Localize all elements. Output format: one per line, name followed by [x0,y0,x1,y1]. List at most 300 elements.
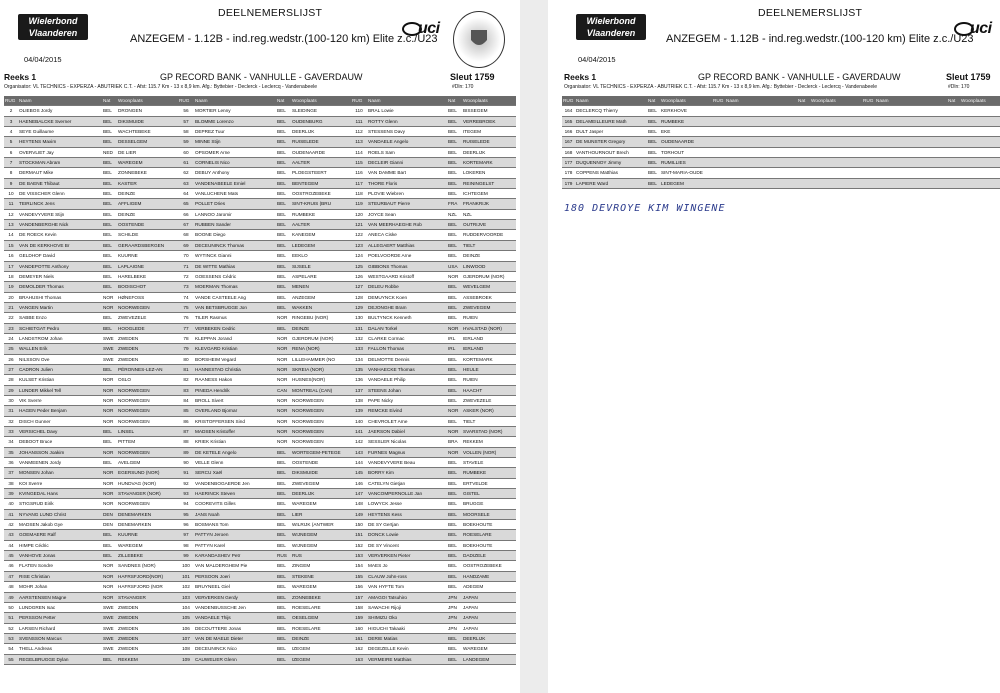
table-cell: BEL [276,158,291,168]
table-cell: 107 [178,633,194,643]
table-cell: 7 [4,158,18,168]
table-cell: BEL [647,116,660,126]
table-cell: NOR [276,427,291,437]
table-cell: DEMEYER Niels [18,271,102,281]
table-cell: VANTHOURNOUT Brech [575,147,647,157]
table-cell: RISE Christian [18,571,102,581]
table-cell: STEENS Johan [367,385,447,395]
table-cell: BEL [276,582,291,592]
table-cell: HIGUCHI Takaaki [367,623,447,633]
column-header: Nat [797,96,810,106]
column-header: Naam [367,96,447,106]
table-cell: DULT Jasper [575,127,647,137]
table-cell: COOREVITS Gilles [194,499,276,509]
table-cell: SWE [102,633,117,643]
table-cell: BENTEGEM [291,178,351,188]
table-cell [960,158,1000,168]
table-cell [810,127,862,137]
table-cell: SWE [102,344,117,354]
table-cell: 14 [4,230,18,240]
table-cell [712,147,725,157]
table-cell: SAWACHI Rijoji [367,602,447,612]
table-cell: LARSEN Richard [18,623,102,633]
table-cell: 86 [178,416,194,426]
table-cell: 21 [4,302,18,312]
table-cell: ZWEVEZELE [462,395,516,405]
table-cell: AMAGOI Tatsuhiro [367,592,447,602]
table-cell: 6 [4,147,18,157]
table-row [4,147,516,157]
table-cell: GOESSENS Cédric [194,271,276,281]
uci-logo [402,20,440,38]
table-cell: SKREIA (NOR) [291,364,351,374]
table-cell: 140 [351,416,367,426]
table-cell: BEL [447,654,462,664]
table-cell: 16 [4,251,18,261]
table-row [4,292,516,302]
table-cell: BOONE Diego [194,230,276,240]
table-cell: BEL [447,540,462,550]
table-cell [725,116,797,126]
table-cell: CAN [276,385,291,395]
table-cell: 63 [178,178,194,188]
table-cell: BISSEGEM [462,106,516,116]
table-cell: BEL [102,251,117,261]
table-cell: CLARKE Cormac [367,333,447,343]
table-cell: BEL [276,458,291,468]
table-cell: 5 [4,137,18,147]
table-cell: BEL [447,168,462,178]
table-cell: BEL [102,158,117,168]
table-cell: BOEKHOUTE [462,540,516,550]
table-cell: CHEVROLET Arne [367,416,447,426]
table-cell [797,178,810,188]
table-cell: RUMBEKE [660,116,712,126]
table-cell: VAN DE MAELE Dieter [194,633,276,643]
table-cell: JPN [447,602,462,612]
table-cell: VANDENBERGHE Nick [18,220,102,230]
table-cell: SABBE Enzo [18,313,102,323]
table-cell: MOORSELE [462,509,516,519]
table-cell: DEINZE [117,189,178,199]
table-row [562,168,1000,178]
table-cell: BEL [102,189,117,199]
table-cell: DE VISSCHER Glenn [18,189,102,199]
logo-line-2: Vlaanderen [586,28,636,38]
table-cell: 105 [178,613,194,623]
table-cell [875,106,947,116]
table-row [4,406,516,416]
table-cell: SINT-KRUIS (BRU [291,199,351,209]
table-cell: ANECA Ciske [367,230,447,240]
table-cell: JOHANSSON Joakim [18,447,102,457]
table-cell: 70 [178,251,194,261]
table-cell: BEL [276,116,291,126]
table-cell: 38 [4,478,18,488]
table-cell: MAES Jo [367,561,447,571]
table-cell: NOR [102,406,117,416]
table-cell: BEL [276,592,291,602]
table-cell: BEL [647,147,660,157]
table-cell: BRUYNEEL Giel [194,582,276,592]
table-cell: 46 [4,561,18,571]
table-cell: DIKSMUIDE [117,116,178,126]
table-cell: NOR [102,292,117,302]
table-cell: BEL [102,261,117,271]
table-cell: 133 [351,344,367,354]
table-cell: BEL [276,654,291,664]
table-cell: 11 [4,199,18,209]
table-cell: BEL [447,509,462,519]
table-cell: DEPREZ Tuur [194,127,276,137]
table-cell: REKKEM [462,437,516,447]
table-cell: 101 [178,571,194,581]
table-cell: HIMPE Cédric [18,540,102,550]
table-cell: 68 [178,230,194,240]
race-date: 04/04/2015 [24,55,62,64]
table-cell: BRA [447,437,462,447]
table-cell: BEL [647,178,660,188]
table-cell [875,137,947,147]
series-label-2: Reeks 1 [564,72,597,82]
page-gutter [520,0,548,693]
table-row [4,416,516,426]
table-cell: REKKEM [117,654,178,664]
table-cell: BEL [447,551,462,561]
table-cell: DE ROECK Kevin [18,230,102,240]
table-cell [947,178,960,188]
table-cell: RINGEBU (NOR) [291,313,351,323]
table-cell: 152 [351,540,367,550]
table-cell: 42 [4,520,18,530]
table-row [4,189,516,199]
table-cell: DADIZELE [462,551,516,561]
uci-logo-2 [954,20,992,38]
table-cell: ZILLEBEKE [117,551,178,561]
table-cell: 149 [351,509,367,519]
table-cell: MORTIER Lenny [194,106,276,116]
table-cell: NOORWEGEN [117,385,178,395]
table-cell: DEERLIJK [462,147,516,157]
column-header: Woonplaats [660,96,712,106]
table-cell: BEL [447,385,462,395]
table-cell: HOOGLEDE [117,323,178,333]
table-cell: 20 [4,292,18,302]
table-cell: HEULE [462,364,516,374]
table-cell: DIKSMUIDE [291,468,351,478]
table-cell: WAKKEN [291,302,351,312]
table-cell: NOR [276,437,291,447]
table-cell: BEL [102,458,117,468]
table-cell: WORTEGEM-PETEGE [291,447,351,457]
table-cell: 89 [178,447,194,457]
table-cell: BEL [102,178,117,188]
table-cell: DEERLIJK [291,127,351,137]
table-cell: BEL [647,137,660,147]
table-cell: SANDNES (NOR) [117,561,178,571]
table-cell: BEL [276,137,291,147]
uci-text: uci [970,20,992,37]
table-cell: RUS [276,551,291,561]
table-cell [875,178,947,188]
table-cell [797,137,810,147]
table-cell: 54 [4,644,18,654]
table-cell: BORSHEIM Vegard [194,354,276,364]
table-cell [725,178,797,188]
table-cell: SWE [102,644,117,654]
table-cell: BEL [447,313,462,323]
table-cell [797,106,810,116]
table-cell: BEL [447,489,462,499]
table-cell: 34 [4,437,18,447]
table-cell: BEL [447,178,462,188]
table-cell: 118 [351,189,367,199]
table-cell: DRONGEN [117,106,178,116]
table-cell [712,137,725,147]
table-cell: NOR [276,333,291,343]
table-cell: SVENSSON Marcus [18,633,102,643]
table-cell: BEL [447,416,462,426]
table-cell: DEINZE [291,323,351,333]
table-cell: VERVERKEN Pieter [367,551,447,561]
table-cell: BRAHUSHI Thomas [18,292,102,302]
table-cell: 82 [178,375,194,385]
table-cell: USA [447,261,462,271]
table-cell: DE BAENE Thibaut [18,178,102,188]
table-cell: 108 [178,644,194,654]
table-cell [725,158,797,168]
table-cell: 83 [178,385,194,395]
table-cell: VANDAELE Philip [367,375,447,385]
table-cell: 59 [178,137,194,147]
table-cell: ZWEDEN [117,644,178,654]
table-cell: 177 [562,158,575,168]
table-cell: PATTYN Karel [194,540,276,550]
table-cell: BEL [447,230,462,240]
table-cell: BEL [102,530,117,540]
table-cell: NOR [102,468,117,478]
table-cell [712,158,725,168]
table-cell: PLOVIE Wiebren [367,189,447,199]
table-cell: WAREGEM [291,499,351,509]
table-cell: BEL [447,633,462,643]
table-cell: BOEKHOUTE [462,520,516,530]
table-cell: COPPENS Matthias [575,168,647,178]
table-cell: MONSEN Johan [18,468,102,478]
table-cell [960,147,1000,157]
table-cell: RUMBEKE [291,209,351,219]
table-cell: BEL [276,478,291,488]
column-header: Naam [18,96,102,106]
table-cell: 100 [178,561,194,571]
table-cell [960,106,1000,116]
table-cell: OSLO [117,375,178,385]
table-cell: NOR [447,427,462,437]
table-cell: TILER Rasmus [194,313,276,323]
table-cell: KUURNE [117,530,178,540]
table-cell [947,168,960,178]
table-cell [712,168,725,178]
table-cell: BEL [276,520,291,530]
table-cell: 84 [178,395,194,405]
table-cell: 35 [4,447,18,457]
table-cell [947,147,960,157]
table-cell: 127 [351,282,367,292]
table-cell: BEL [447,158,462,168]
table-row [4,261,516,271]
table-cell: FRANKRIJK [462,199,516,209]
table-cell: SWE [102,613,117,623]
table-cell [947,137,960,147]
table-row [4,592,516,602]
table-cell: 136 [351,375,367,385]
table-cell: NOR [276,406,291,416]
table-cell: NOR [102,385,117,395]
table-cell: BEL [102,364,117,374]
column-header: RUG [862,96,875,106]
table-cell: 33 [4,427,18,437]
table-cell: ANZEGEM [291,292,351,302]
table-cell: VANHAECKE Thomas [367,364,447,374]
table-row [4,220,516,230]
table-cell: NOORWEGEN [117,416,178,426]
table-cell: 55 [4,654,18,664]
table-cell: VERREBROEK [462,116,516,126]
table-cell: 41 [4,509,18,519]
table-cell: 142 [351,437,367,447]
table-cell: STESSENS Davy [367,127,447,137]
table-row [4,282,516,292]
table-cell: DE SY Gertjan [367,520,447,530]
table-cell [960,178,1000,188]
table-cell: SLEIDINGE [291,106,351,116]
table-cell: STAVELE [462,458,516,468]
table-cell [712,106,725,116]
table-cell: 92 [178,478,194,488]
table-cell: ZWEVEGEM [291,478,351,488]
table-cell: VOLLEN (NOR) [462,447,516,457]
table-cell [862,137,875,147]
table-cell: 147 [351,489,367,499]
table-cell: DEN [102,520,117,530]
table-cell: 113 [351,137,367,147]
table-cell: KRIEK Kristian [194,437,276,447]
table-cell: RAANESS Hakon [194,375,276,385]
table-cell: SESSLER Nicolas [367,437,447,447]
table-cell: IERLAND [462,344,516,354]
table-cell: EKE [660,127,712,137]
table-cell: JAPAN [462,592,516,602]
table-cell: BEL [276,251,291,261]
table-cell: RUS [291,551,351,561]
table-cell: IERLAND [462,333,516,343]
table-cell [875,168,947,178]
participant-count: #Dln: 170 [452,84,474,90]
table-cell: DEBOOT Bruce [18,437,102,447]
table-cell: MINNE Stijn [194,137,276,147]
table-cell: BEL [102,240,117,250]
table-cell: SVARSTAD (NOR) [462,427,516,437]
table-cell: SEYE Guillaume [18,127,102,137]
table-cell [947,158,960,168]
table-cell: 62 [178,168,194,178]
table-cell: LINSEL [117,427,178,437]
column-header: RUG [351,96,367,106]
table-cell: 2 [4,106,18,116]
table-cell: POELVOORDE Arne [367,251,447,261]
table-cell: NOR [102,571,117,581]
table-cell [810,178,862,188]
table-cell: JOYCE Sean [367,209,447,219]
table-cell: FLATEN Sondre [18,561,102,571]
table-row [4,106,516,116]
table-cell: VAN HYFTE Tom [367,582,447,592]
table-cell: 126 [351,271,367,281]
table-row [4,427,516,437]
table-cell: MENEN [291,282,351,292]
table-cell: BEL [102,199,117,209]
table-row [4,551,516,561]
table-row [4,313,516,323]
table-cell: NOORWEGEN [117,406,178,416]
table-cell: AFFLIGEM [117,199,178,209]
table-cell: BEL [447,375,462,385]
table-cell: 4 [4,127,18,137]
table-cell: ZINGEM [291,561,351,571]
table-cell: WEVELGEM [462,282,516,292]
table-cell: ROESELARE [462,530,516,540]
table-cell: ASSEBROEK [462,292,516,302]
table-cell: TORHOUT [660,147,712,157]
table-cell: OVERLAND Bjornar [194,406,276,416]
table-cell: FURNES Magnus [367,447,447,457]
table-cell: 131 [351,323,367,333]
table-cell: NOORWEGEN [291,406,351,416]
table-cell: 24 [4,333,18,343]
table-cell: AVELGEM [117,458,178,468]
table-cell: ZWEVEGEM [462,302,516,312]
table-row [562,178,1000,188]
table-cell: ADEGEM [462,582,516,592]
column-header: RUG [4,96,18,106]
table-cell: ERTVELDE [462,478,516,488]
table-cell: VAN DE KERKHOVE Br [18,240,102,250]
document-title: DEELNEMERSLIJST [218,7,323,19]
table-cell: 135 [351,364,367,374]
column-header: Nat [647,96,660,106]
table-cell: DECEUNINCK Thomas [194,240,276,250]
table-cell: DECEUNINCK Nico [194,644,276,654]
table-cell: LOKEREN [462,168,516,178]
table-cell: BEL [276,230,291,240]
table-cell: NOR [102,302,117,312]
table-cell: JPN [447,592,462,602]
table-cell: 110 [351,106,367,116]
table-row [4,468,516,478]
table-cell [797,158,810,168]
table-cell: NOR [447,406,462,416]
table-cell: GJERDRUM (NOR) [291,333,351,343]
table-cell: 159 [351,613,367,623]
table-cell: ZWEDEN [117,344,178,354]
table-row [4,251,516,261]
table-cell: NOORWEGEN [117,302,178,312]
table-cell: NOR [102,582,117,592]
table-cell: ZWEDEN [117,354,178,364]
table-cell: 23 [4,323,18,333]
table-cell: BEL [276,240,291,250]
table-cell: 81 [178,364,194,374]
